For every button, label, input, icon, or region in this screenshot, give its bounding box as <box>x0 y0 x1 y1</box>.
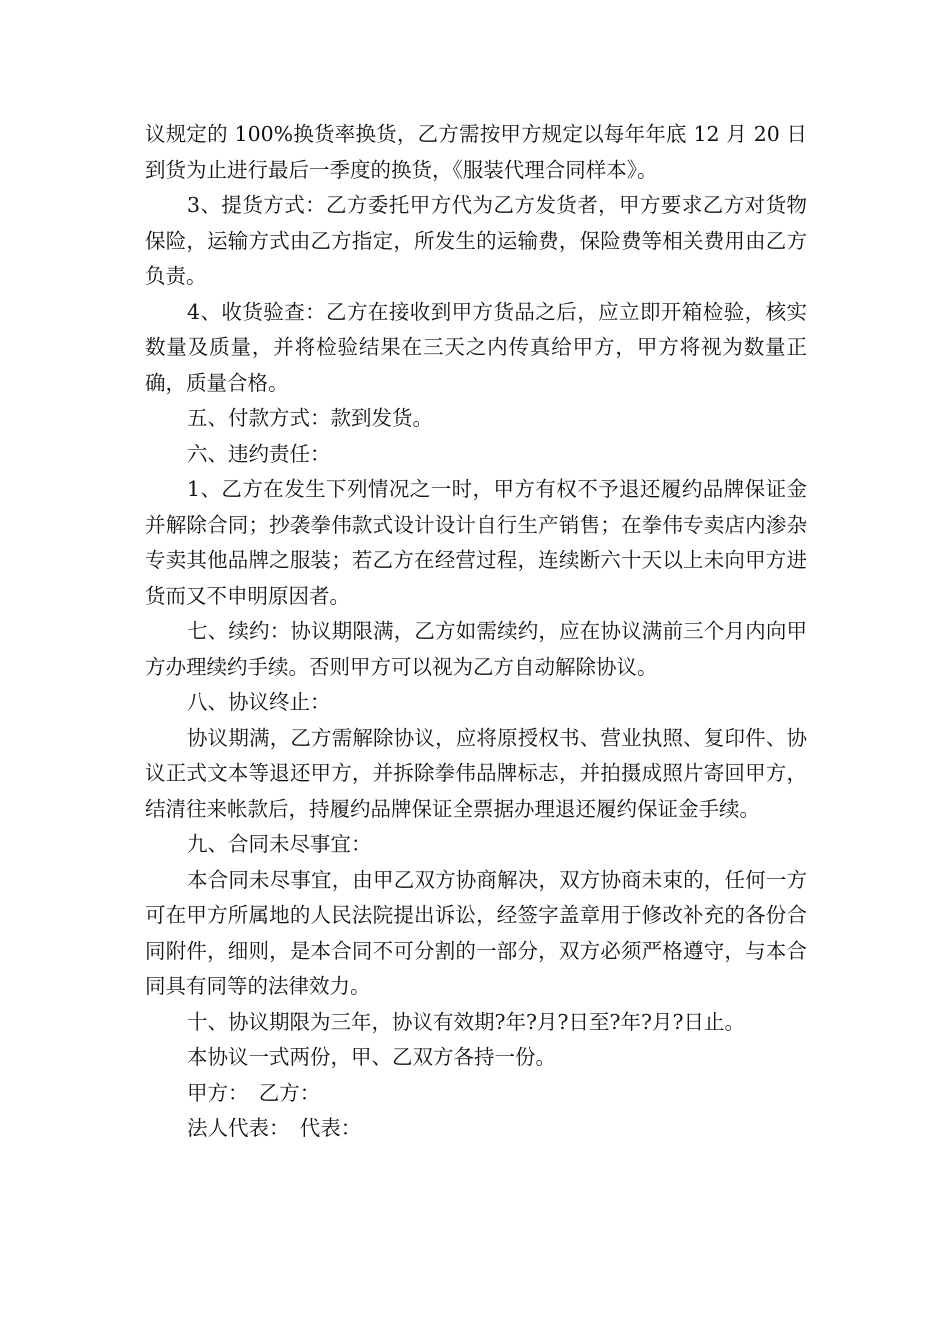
section-term: 十、协议期限为三年，协议有效期?年?月?日至?年?月?日止。 <box>187 1009 745 1034</box>
section-heading-payment: 五、付款方式：款到发货。 <box>187 406 433 430</box>
paragraph-termination-details: 协议期满，乙方需解除协议，应将原授权书、营业执照、复印件、协议正式文本等退还甲方，并拆除拳伟品牌标志，并拍摄成照片寄回甲方，结清往来帐款后，持履约品牌保证全票据办理退还履约保证金手续。 <box>145 725 807 821</box>
section-renewal: 七、续约：协议期限满，乙方如需续约，应在协议满前三个月内向甲方办理续约手续。否则甲方可以视为乙方自动解除协议。 <box>145 619 807 679</box>
section-heading-other-matters: 九、合同未尽事宜： <box>187 832 372 856</box>
section-heading-liability: 六、违约责任： <box>187 441 331 466</box>
paragraph-exchange-rule: 议规定的 100%换货率换货，乙方需按甲方规定以每年年底 12 月 20 日到货为止进行最后一季度的换货，《服装代理合同样本》。 <box>145 122 807 182</box>
document-page <box>145 117 807 1147</box>
section-heading-termination: 八、协议终止： <box>187 690 331 714</box>
paragraph-copies: 本协议一式两份，甲、乙双方各持一份。 <box>187 1045 556 1069</box>
paragraph-goods-inspection: 4、收货验查：乙方在接收到甲方货品之后，应立即开箱检验，核实数量及质量，并将检验结果在三天之内传真给甲方，甲方将视为数量正确，质量合格。 <box>145 299 807 395</box>
signature-representatives-line: 法人代表： 代表： <box>187 1116 362 1140</box>
paragraph-delivery-method: 3、提货方式：乙方委托甲方代为乙方发货者，甲方要求乙方对货物保险，运输方式由乙方指定，所发生的运输费，保险费等相关费用由乙方负责。 <box>145 193 807 288</box>
paragraph-breach-conditions: 1、乙方在发生下列情况之一时，甲方有权不予退还履约品牌保证金并解除合同；抄袭拳伟款式设计设计自行生产销售；在拳伟专卖店内渗杂专卖其他品牌之服装；若乙方在经营过程，连续断六十天以上未向甲方进货而又不申明原因者。 <box>145 477 807 608</box>
paragraph-other-matters: 本合同未尽事宜，由甲乙双方协商解决，双方协商未束的，任何一方可在甲方所属地的人民法院提出诉讼，经签字盖章用于修改补充的各份合同附件，细则，是本合同不可分割的一部分，双方必须严格遵守，与本合同具有同等的法律效力。 <box>145 867 807 998</box>
signature-parties-line: 甲方： 乙方： <box>187 1080 321 1105</box>
